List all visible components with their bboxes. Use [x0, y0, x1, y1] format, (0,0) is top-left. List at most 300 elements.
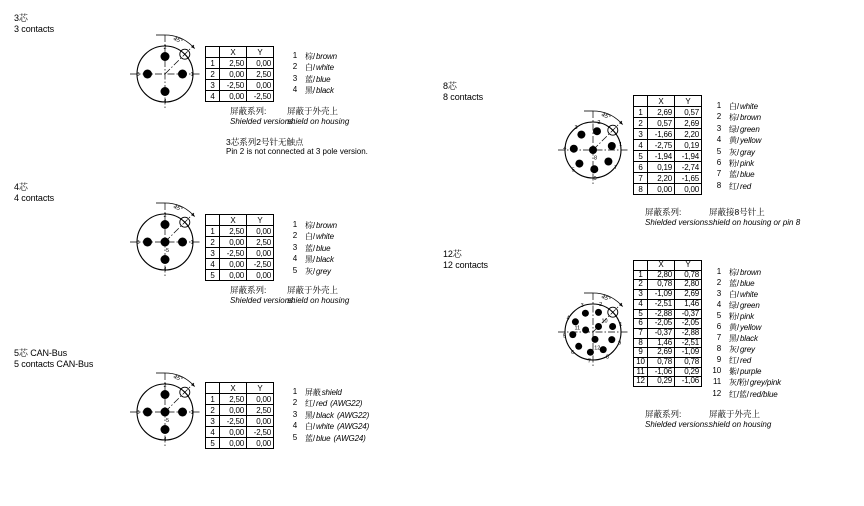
table-cell: -2,51 — [675, 338, 702, 348]
table-cell: 1 — [206, 226, 220, 237]
pin-number-label: 4 — [563, 145, 567, 152]
pin-number-label: 4 — [163, 98, 167, 105]
pin-dot — [161, 425, 170, 434]
table-header-cell: X — [648, 261, 675, 271]
table-cell: 0,00 — [220, 69, 247, 80]
shield-label-zh: 屏蔽系列: — [645, 409, 682, 419]
table-cell: 8 — [634, 338, 648, 348]
table-cell: -2,51 — [648, 299, 675, 309]
wire-color-label: 灰/grey — [729, 345, 755, 355]
wire-color-label: 白/white — [305, 232, 334, 242]
pin-dot — [161, 220, 170, 229]
table-header-cell: X — [220, 47, 247, 58]
pin-number-label: 2 — [597, 120, 601, 127]
pin-dot — [570, 145, 578, 153]
pin-number-label: 8 — [593, 155, 598, 162]
pin-number-label: 2 — [599, 302, 603, 308]
connector-face-svg — [123, 362, 209, 454]
table-cell: 9 — [634, 348, 648, 358]
table-cell: 0,19 — [675, 140, 702, 151]
table-cell: 4 — [634, 140, 648, 151]
shield-value-zh: 屏蔽于外壳上 — [287, 106, 339, 116]
wire-color-label: 棕/brown — [729, 268, 761, 277]
table-cell: 0,00 — [675, 184, 702, 195]
pin-dot — [608, 336, 615, 343]
wire-color-item — [710, 333, 781, 344]
wire-color-label: 紫/purple — [729, 367, 762, 377]
pin-dot — [609, 323, 616, 330]
pin-dot — [575, 343, 582, 350]
pin-dot — [161, 255, 170, 264]
pin-dot — [595, 309, 602, 316]
section-title-zh: 3芯 — [14, 13, 28, 23]
wire-color-label: 蓝/blue — [729, 279, 755, 289]
pin-dot — [178, 408, 187, 417]
wire-color-label: 红/red (AWG22) — [305, 399, 363, 409]
pin-dot — [604, 158, 612, 166]
pin-dot — [143, 238, 152, 247]
section-8-title — [443, 81, 483, 102]
wire-color-item — [710, 389, 781, 400]
shield-value-en: shield on housing — [709, 419, 772, 429]
wire-number: 7 — [716, 333, 721, 343]
table-cell: -2,50 — [220, 248, 247, 259]
connector-face-diagram — [123, 362, 209, 454]
table-cell: -2,88 — [648, 309, 675, 319]
table-cell: -1,66 — [648, 129, 675, 140]
pin-coordinates-table — [205, 214, 274, 281]
table-cell: 2 — [634, 280, 648, 290]
table-cell: 2,69 — [648, 348, 675, 358]
table-header-cell: Y — [675, 96, 702, 107]
wire-color-item — [286, 387, 369, 398]
table-cell: 0,00 — [220, 427, 247, 438]
table-cell: -1,06 — [648, 367, 675, 377]
table-cell: 2,69 — [675, 290, 702, 300]
wire-color-label: 棕/brown — [305, 221, 337, 230]
table-cell: 4 — [206, 91, 220, 102]
wire-color-item — [286, 266, 337, 277]
wire-number: 1 — [716, 267, 721, 276]
section-title-en: 8 contacts — [443, 91, 484, 102]
shield-label-en: Shielded versions: — [645, 217, 711, 227]
wire-color-list — [286, 387, 369, 444]
pin-number-label: 2 — [163, 44, 167, 51]
pin-dot — [161, 87, 170, 96]
wire-color-label: 红/蓝/red/blue — [729, 389, 778, 399]
section-12-title — [443, 249, 488, 270]
section-3-title — [14, 13, 54, 34]
connector-face-svg — [123, 24, 209, 116]
shield-value-zh: 屏蔽接8号针上 — [709, 207, 765, 217]
wire-color-item — [710, 311, 781, 322]
section-title-zh: 8芯 — [443, 81, 457, 91]
wire-color-list — [710, 101, 761, 192]
pin-number-label: 9 — [618, 340, 622, 347]
wire-number: 1 — [292, 387, 297, 396]
pin-dot — [590, 165, 598, 173]
wire-color-item — [710, 344, 781, 355]
table-cell: 2,50 — [220, 394, 247, 405]
wire-number: 2 — [716, 112, 721, 122]
wire-number: 3 — [716, 123, 721, 133]
wire-number: 6 — [716, 157, 721, 167]
wire-number: 5 — [716, 311, 721, 321]
pin-number-label: 6 — [593, 176, 597, 182]
table-header-cell: Y — [247, 383, 274, 394]
table-header-cell: Y — [675, 261, 702, 271]
shield-value-en: shield on housing — [287, 295, 350, 305]
table-cell: -2,88 — [675, 328, 702, 338]
angle-label: 45° — [600, 112, 611, 122]
wire-color-item — [710, 300, 781, 311]
wire-number: 2 — [292, 62, 297, 72]
shield-label-zh: 屏蔽系列: — [230, 285, 267, 295]
pin-dot — [587, 349, 594, 356]
table-cell: 3 — [634, 129, 648, 140]
pin-number-label: 7 — [587, 358, 591, 365]
wire-number: 1 — [292, 51, 297, 60]
section-4-title — [14, 182, 54, 203]
table-cell: 3 — [206, 416, 220, 427]
wire-number: 11 — [712, 377, 721, 387]
table-cell: 5 — [634, 309, 648, 319]
table-cell: 0,00 — [220, 405, 247, 416]
wire-number: 5 — [292, 265, 297, 275]
angle-label: 45° — [172, 204, 183, 214]
wire-color-list — [710, 267, 781, 400]
pin-dot — [582, 327, 589, 334]
table-cell: 5 — [206, 270, 220, 281]
table-cell: 1 — [634, 107, 648, 118]
pin-number-label: 4 — [566, 315, 570, 322]
section-title-en: 12 contacts — [443, 259, 488, 270]
wire-color-label: 粉/pink — [729, 158, 755, 168]
pin-number-label: 5 — [165, 418, 170, 424]
section-title-en: 4 contacts — [14, 192, 55, 203]
table-cell: 5 — [206, 438, 220, 449]
pin-dot — [143, 70, 152, 79]
pin-number-label: 2 — [163, 382, 167, 389]
wire-color-label: 白/white — [729, 102, 758, 111]
wire-color-label: 棕/brown — [305, 52, 337, 61]
pin-dot — [569, 331, 576, 338]
wire-color-label: 黑/black — [305, 86, 334, 96]
table-cell: 3 — [634, 290, 648, 300]
table-cell: 0,78 — [648, 358, 675, 368]
wire-number: 8 — [716, 344, 721, 354]
wire-color-item — [286, 220, 337, 231]
pin-dot — [593, 127, 601, 135]
shield-value-en: shield on housing — [287, 116, 350, 126]
pin-dot — [589, 146, 597, 154]
table-cell: 6 — [634, 162, 648, 173]
connector-face-diagram — [123, 24, 209, 116]
pin-coordinates-table — [633, 260, 702, 387]
table-cell: 4 — [206, 259, 220, 270]
table-cell: 0,00 — [220, 91, 247, 102]
table-cell: 7 — [634, 173, 648, 184]
wire-number: 2 — [292, 231, 297, 241]
table-cell: 0,00 — [220, 270, 247, 281]
wire-color-item — [286, 231, 337, 242]
wire-color-label: 黑/black (AWG22) — [305, 410, 370, 420]
table-cell: 6 — [634, 319, 648, 329]
pin-number-label: 10 — [601, 318, 608, 325]
table-cell: -0,37 — [675, 309, 702, 319]
shield-value-en: shield on housing or pin 8 — [709, 217, 801, 227]
wire-number: 9 — [716, 355, 721, 365]
wire-color-item — [710, 169, 761, 180]
table-cell: 1 — [206, 394, 220, 405]
wire-color-label: 绿/green — [729, 124, 760, 134]
table-cell: -2,05 — [648, 319, 675, 329]
wire-color-item — [286, 62, 337, 73]
connector-face-diagram — [551, 100, 637, 192]
wire-number: 12 — [712, 388, 721, 398]
table-cell: 0,00 — [247, 438, 274, 449]
table-cell: -2,50 — [247, 259, 274, 270]
wire-color-label: 灰/gray — [729, 147, 755, 157]
table-cell: -2,74 — [675, 162, 702, 173]
note-en: Pin 2 is not connected at 3 pole version. — [226, 147, 368, 156]
pin-dot — [575, 160, 583, 168]
wire-color-label: 绿/green — [729, 301, 760, 311]
pin-number-label: 1 — [190, 71, 194, 78]
connector-face-diagram — [551, 282, 637, 374]
table-cell: 2 — [206, 237, 220, 248]
wire-color-label: 灰/粉/grey/pink — [729, 378, 781, 388]
table-cell: 1,46 — [648, 338, 675, 348]
angle-label: 45° — [172, 36, 183, 46]
wire-color-label: 粉/pink — [729, 312, 755, 322]
wire-color-label: 蓝/blue — [305, 243, 331, 253]
table-cell: 7 — [634, 328, 648, 338]
table-cell: -0,37 — [648, 328, 675, 338]
wire-color-item — [286, 51, 337, 62]
wire-number: 4 — [716, 300, 721, 310]
table-cell: 11 — [634, 367, 648, 377]
shield-label-en: Shielded versions: — [230, 116, 296, 126]
pin-number-label: 3 — [574, 125, 578, 132]
pin-dot — [143, 408, 152, 417]
pin2-not-connected-note — [226, 137, 368, 157]
table-cell: 2,80 — [648, 270, 675, 280]
table-header-cell — [634, 261, 648, 271]
wire-number: 1 — [292, 220, 297, 229]
wire-color-item — [710, 355, 781, 366]
section-title-zh: 12芯 — [443, 249, 462, 259]
pin-dot — [161, 238, 170, 247]
table-cell: 0,78 — [648, 280, 675, 290]
wire-color-label: 红/red — [729, 181, 752, 191]
pin-number-label: 8 — [605, 354, 610, 361]
pin-dot — [577, 131, 585, 139]
wire-number: 4 — [292, 254, 297, 264]
table-cell: 2,50 — [220, 58, 247, 69]
pin-number-label: 3 — [136, 71, 140, 78]
wire-color-item — [286, 421, 369, 432]
pin-number-label: 5 — [571, 167, 575, 174]
table-cell: -1,94 — [675, 151, 702, 162]
shield-label-zh: 屏蔽系列: — [230, 106, 267, 116]
pin-number-label: 4 — [163, 266, 167, 273]
table-cell: 12 — [634, 377, 648, 387]
table-cell: 2,50 — [220, 226, 247, 237]
pin-dot — [178, 238, 187, 247]
table-cell: 0,29 — [675, 367, 702, 377]
table-cell: -2,50 — [220, 80, 247, 91]
wire-number: 10 — [712, 366, 721, 376]
wire-color-label: 棕/brown — [729, 113, 761, 123]
table-cell: -2,50 — [247, 91, 274, 102]
table-cell: 1 — [634, 270, 648, 280]
table-cell: -1,06 — [675, 377, 702, 387]
pin-dot — [582, 310, 589, 317]
table-cell: 0,00 — [220, 237, 247, 248]
table-cell: 4 — [206, 427, 220, 438]
wire-color-item — [286, 85, 337, 96]
pin-number-label: 3 — [136, 239, 140, 246]
wire-color-label: 黑/black — [305, 255, 334, 265]
table-cell: 0,00 — [247, 394, 274, 405]
wire-number: 5 — [716, 146, 721, 156]
table-cell: 0,29 — [648, 377, 675, 387]
wire-color-item — [286, 243, 337, 254]
shield-label-en: Shielded versions: — [230, 295, 296, 305]
wire-color-item — [710, 181, 761, 192]
table-cell: 0,00 — [247, 248, 274, 259]
wire-color-item — [286, 254, 337, 265]
wire-color-item — [710, 147, 761, 158]
table-cell: 0,00 — [220, 438, 247, 449]
wire-color-item — [710, 158, 761, 169]
pin-dot — [161, 408, 170, 417]
table-cell: 2 — [206, 69, 220, 80]
table-cell: 3 — [206, 248, 220, 259]
table-cell: 0,57 — [648, 118, 675, 129]
wire-color-item — [286, 74, 337, 85]
shield-value-zh: 屏蔽于外壳上 — [287, 285, 339, 295]
table-header-cell — [206, 383, 220, 394]
wire-number: 2 — [716, 278, 721, 288]
pin-coordinates-table — [633, 95, 702, 195]
section-title-zh: 5芯 CAN-Bus — [14, 348, 68, 358]
wire-color-item — [710, 124, 761, 135]
pin-coordinates-table — [205, 46, 274, 102]
wire-color-label: 屏蔽shield — [305, 388, 342, 397]
wire-color-label: 蓝/blue — [729, 170, 755, 180]
wire-number: 4 — [292, 421, 297, 431]
table-cell: -1,09 — [675, 348, 702, 358]
pin-number-label: 4 — [163, 436, 167, 443]
wire-color-label: 白/white — [729, 290, 758, 300]
wire-color-item — [286, 410, 369, 421]
section-title-en: 3 contacts — [14, 23, 55, 34]
table-cell: 2 — [206, 405, 220, 416]
table-cell: -1,09 — [648, 290, 675, 300]
wire-color-item — [710, 278, 781, 289]
connector-face-diagram — [123, 192, 209, 284]
table-header-cell — [206, 47, 220, 58]
shield-label-en: Shielded versions: — [645, 419, 711, 429]
wire-number: 2 — [292, 398, 297, 408]
wire-color-label: 灰/grey — [305, 266, 331, 276]
table-cell: 0,78 — [675, 270, 702, 280]
section-title-en: 5 contacts CAN-Bus — [14, 358, 94, 369]
table-cell: 4 — [634, 299, 648, 309]
table-cell: 0,00 — [247, 58, 274, 69]
wire-color-label: 黑/black — [729, 334, 758, 344]
wire-color-label: 黄/yellow — [729, 136, 762, 146]
table-cell: 0,00 — [648, 184, 675, 195]
table-cell: 0,19 — [648, 162, 675, 173]
pin-number-label: 2 — [163, 212, 167, 219]
connector-face-svg — [123, 192, 209, 284]
wire-color-label: 红/red — [729, 356, 752, 366]
section-title-zh: 4芯 — [14, 182, 28, 192]
table-cell: -2,75 — [648, 140, 675, 151]
pin-number-label: 1 — [190, 239, 194, 246]
wire-color-item — [710, 289, 781, 300]
table-cell: 2,69 — [648, 107, 675, 118]
pin-dot — [161, 52, 170, 61]
wire-color-item — [710, 135, 761, 146]
wire-number: 4 — [292, 85, 297, 95]
pin-number-label: 3 — [580, 303, 584, 310]
table-cell: -2,50 — [247, 427, 274, 438]
table-header-cell — [206, 215, 220, 226]
table-cell: 0,00 — [247, 416, 274, 427]
note-zh: 3芯系列2号针无触点 — [226, 137, 304, 147]
pin-dot — [161, 390, 170, 399]
pin-dot — [600, 346, 607, 353]
shield-label-zh: 屏蔽系列: — [645, 207, 682, 217]
wire-number: 1 — [716, 101, 721, 110]
table-cell: 3 — [206, 80, 220, 91]
table-cell: 10 — [634, 358, 648, 368]
connector-face-svg — [551, 100, 637, 192]
table-header-cell: Y — [247, 47, 274, 58]
angle-label: 45° — [172, 374, 183, 384]
pin-dot — [592, 336, 599, 343]
wire-number: 7 — [716, 169, 721, 179]
table-cell: 0,57 — [675, 107, 702, 118]
table-cell: 1,46 — [675, 299, 702, 309]
table-header-cell: X — [220, 383, 247, 394]
table-header-cell: X — [648, 96, 675, 107]
table-cell: -2,50 — [220, 416, 247, 427]
wire-color-label: 蓝/blue — [305, 74, 331, 84]
table-header-cell — [634, 96, 648, 107]
wire-color-item — [710, 267, 781, 278]
wire-color-item — [710, 322, 781, 333]
table-header-cell: X — [220, 215, 247, 226]
pin-number-label: 5 — [562, 333, 566, 340]
table-cell: 2,50 — [247, 237, 274, 248]
table-cell: 0,00 — [247, 270, 274, 281]
wire-number: 3 — [292, 409, 297, 419]
pin-number-label: 1 — [619, 322, 623, 329]
table-cell: -2,05 — [675, 319, 702, 329]
table-cell: 2,20 — [648, 173, 675, 184]
wire-color-list — [286, 220, 337, 277]
wire-color-label: 白/white — [305, 63, 334, 73]
pin-number-label: 5 — [165, 248, 170, 254]
wire-color-label: 白/white (AWG24) — [305, 422, 370, 432]
wire-number: 5 — [292, 432, 297, 442]
wire-color-item — [710, 377, 781, 388]
